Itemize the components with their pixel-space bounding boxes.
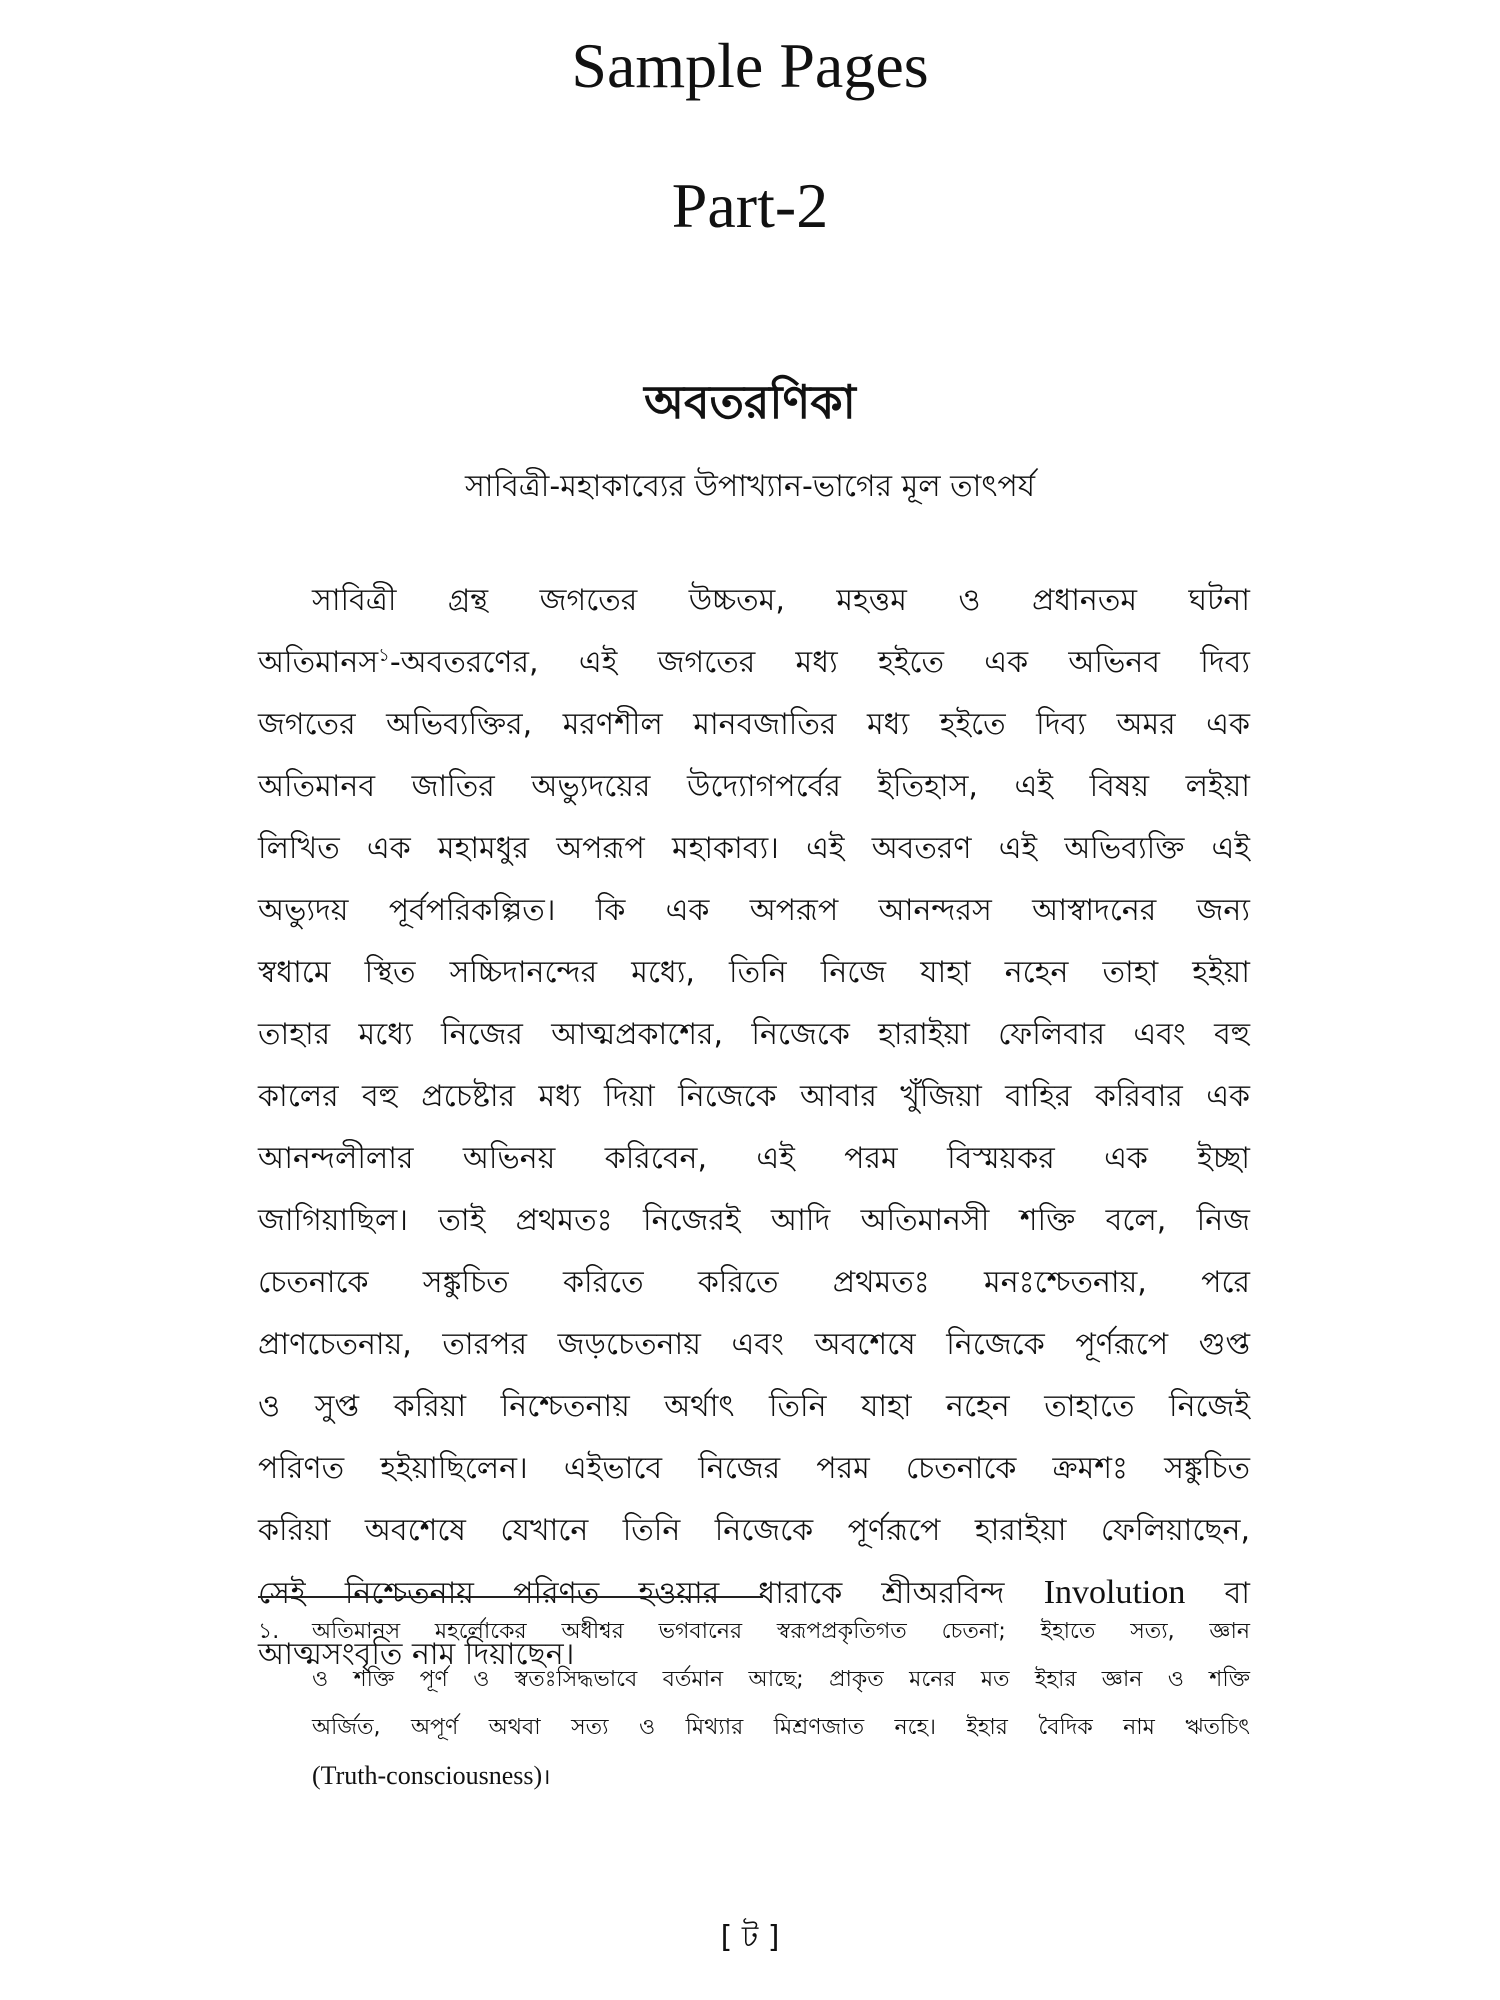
body-line: জাগিয়াছিল। তাই প্রথমতঃ নিজেরই আদি অতিমানসী শক্তি বলে, নিজ	[258, 1203, 1250, 1238]
footnote-line: ও শক্তি পূর্ণ ও স্বতঃসিদ্ধভাবে বর্তমান আছে; প্রাকৃত মনের মত ইহার জ্ঞান ও শক্তি	[312, 1667, 1250, 1692]
body-line: আনন্দলীলার অভিনয় করিবেন, এই পরম বিস্ময়কর এক ইচ্ছা	[258, 1141, 1250, 1176]
body-paragraph	[258, 570, 1250, 1686]
body-line: পরিণত হইয়াছিলেন। এইভাবে নিজের পরম চেতনাকে ক্রমশঃ সঙ্কুচিত	[258, 1451, 1250, 1486]
footnote-line-text: অতিমানস মহর্লোকের অধীশ্বর ভগবানের স্বরূপপ্রকৃতিগত চেতনা; ইহাতে সত্য, জ্ঞান	[312, 1619, 1250, 1644]
body-line-start: সেই নিশ্চেতনায় পরিণত হওয়ার ধারাকে শ্রীঅরবিন্দ	[258, 1576, 1005, 1611]
body-line: ও সুপ্ত করিয়া নিশ্চেতনায় অর্থাৎ তিনি যাহা নহেন তাহাতে নিজেই	[258, 1389, 1250, 1424]
body-line: করিয়া অবশেষে যেখানে তিনি নিজেকে পূর্ণরূপে হারাইয়া ফেলিয়াছেন,	[258, 1513, 1250, 1548]
footnote-line: অর্জিত, অপূর্ণ অথবা সত্য ও মিথ্যার মিশ্রণজাত নহে। ইহার বৈদিক নাম ঋতচিৎ	[312, 1715, 1250, 1740]
body-line: অতিমানব জাতির অভ্যুদয়ের উদ্যোগপর্বের ইতিহাস, এই বিষয় লইয়া	[258, 769, 1250, 804]
chapter-heading: অবতরণিকা	[644, 375, 856, 429]
body-line: জগতের অভিব্যক্তির, মরণশীল মানবজাতির মধ্য হইতে দিব্য অমর এক	[258, 707, 1250, 742]
footnote-line	[258, 1752, 1250, 1800]
body-line: অভ্যুদয় পূর্বপরিকল্পিত। কি এক অপরূপ আনন্দরস আস্বাদনের জন্য	[258, 893, 1250, 928]
footnote-suffix: ।	[542, 1765, 551, 1790]
body-line: স্বধামে স্থিত সচ্চিদানন্দের মধ্যে, তিনি নিজে যাহা নহেন তাহা হইয়া	[258, 955, 1250, 990]
body-word: অতিমানস	[258, 645, 379, 680]
footnote-marker: ১.	[258, 1619, 280, 1644]
part-title: Part-2	[671, 170, 829, 241]
body-line-end: বা	[1224, 1576, 1250, 1611]
body-line-rest: -অবতরণের, এই জগতের মধ্য হইতে এক অভিনব দিব্য	[389, 645, 1250, 680]
body-line: সাবিত্রী গ্রন্থ জগতের উচ্চতম, মহত্তম ও প্রধানতম ঘটনা	[312, 583, 1250, 618]
footnote-line	[258, 1608, 1250, 1656]
footnote	[258, 1608, 1250, 1800]
body-line: তাহার মধ্যে নিজের আত্মপ্রকাশের, নিজেকে হারাইয়া ফেলিবার এবং বহু	[258, 1017, 1250, 1052]
body-line: কালের বহু প্রচেষ্টার মধ্য দিয়া নিজেকে আবার খুঁজিয়া বাহির করিবার এক	[258, 1079, 1250, 1114]
page-number: [ ট ]	[720, 1920, 780, 1955]
footnote-reference: ১	[378, 645, 390, 666]
footnote-divider	[258, 1596, 763, 1598]
sample-pages-title: Sample Pages	[571, 30, 929, 101]
body-line: চেতনাকে সঙ্কুচিত করিতে করিতে প্রথমতঃ মনঃশ্চেতনায়, পরে	[258, 1265, 1250, 1300]
body-line: আত্মসংবৃতি নাম দিয়াছেন।	[258, 1637, 575, 1672]
english-term: Involution	[1043, 1574, 1186, 1611]
body-line: প্রাণচেতনায়, তারপর জড়চেতনায় এবং অবশেষে নিজেকে পূর্ণরূপে গুপ্ত	[258, 1327, 1250, 1362]
body-line	[258, 632, 1250, 694]
body-line: লিখিত এক মহামধুর অপরূপ মহাকাব্য। এই অবতরণ এই অভিব্যক্তি এই	[258, 831, 1250, 866]
footnote-english-term: (Truth-consciousness)	[312, 1761, 543, 1790]
chapter-subheading: সাবিত্রী-মহাকাব্যের উপাখ্যান-ভাগের মূল তাৎপর্য	[464, 469, 1036, 504]
